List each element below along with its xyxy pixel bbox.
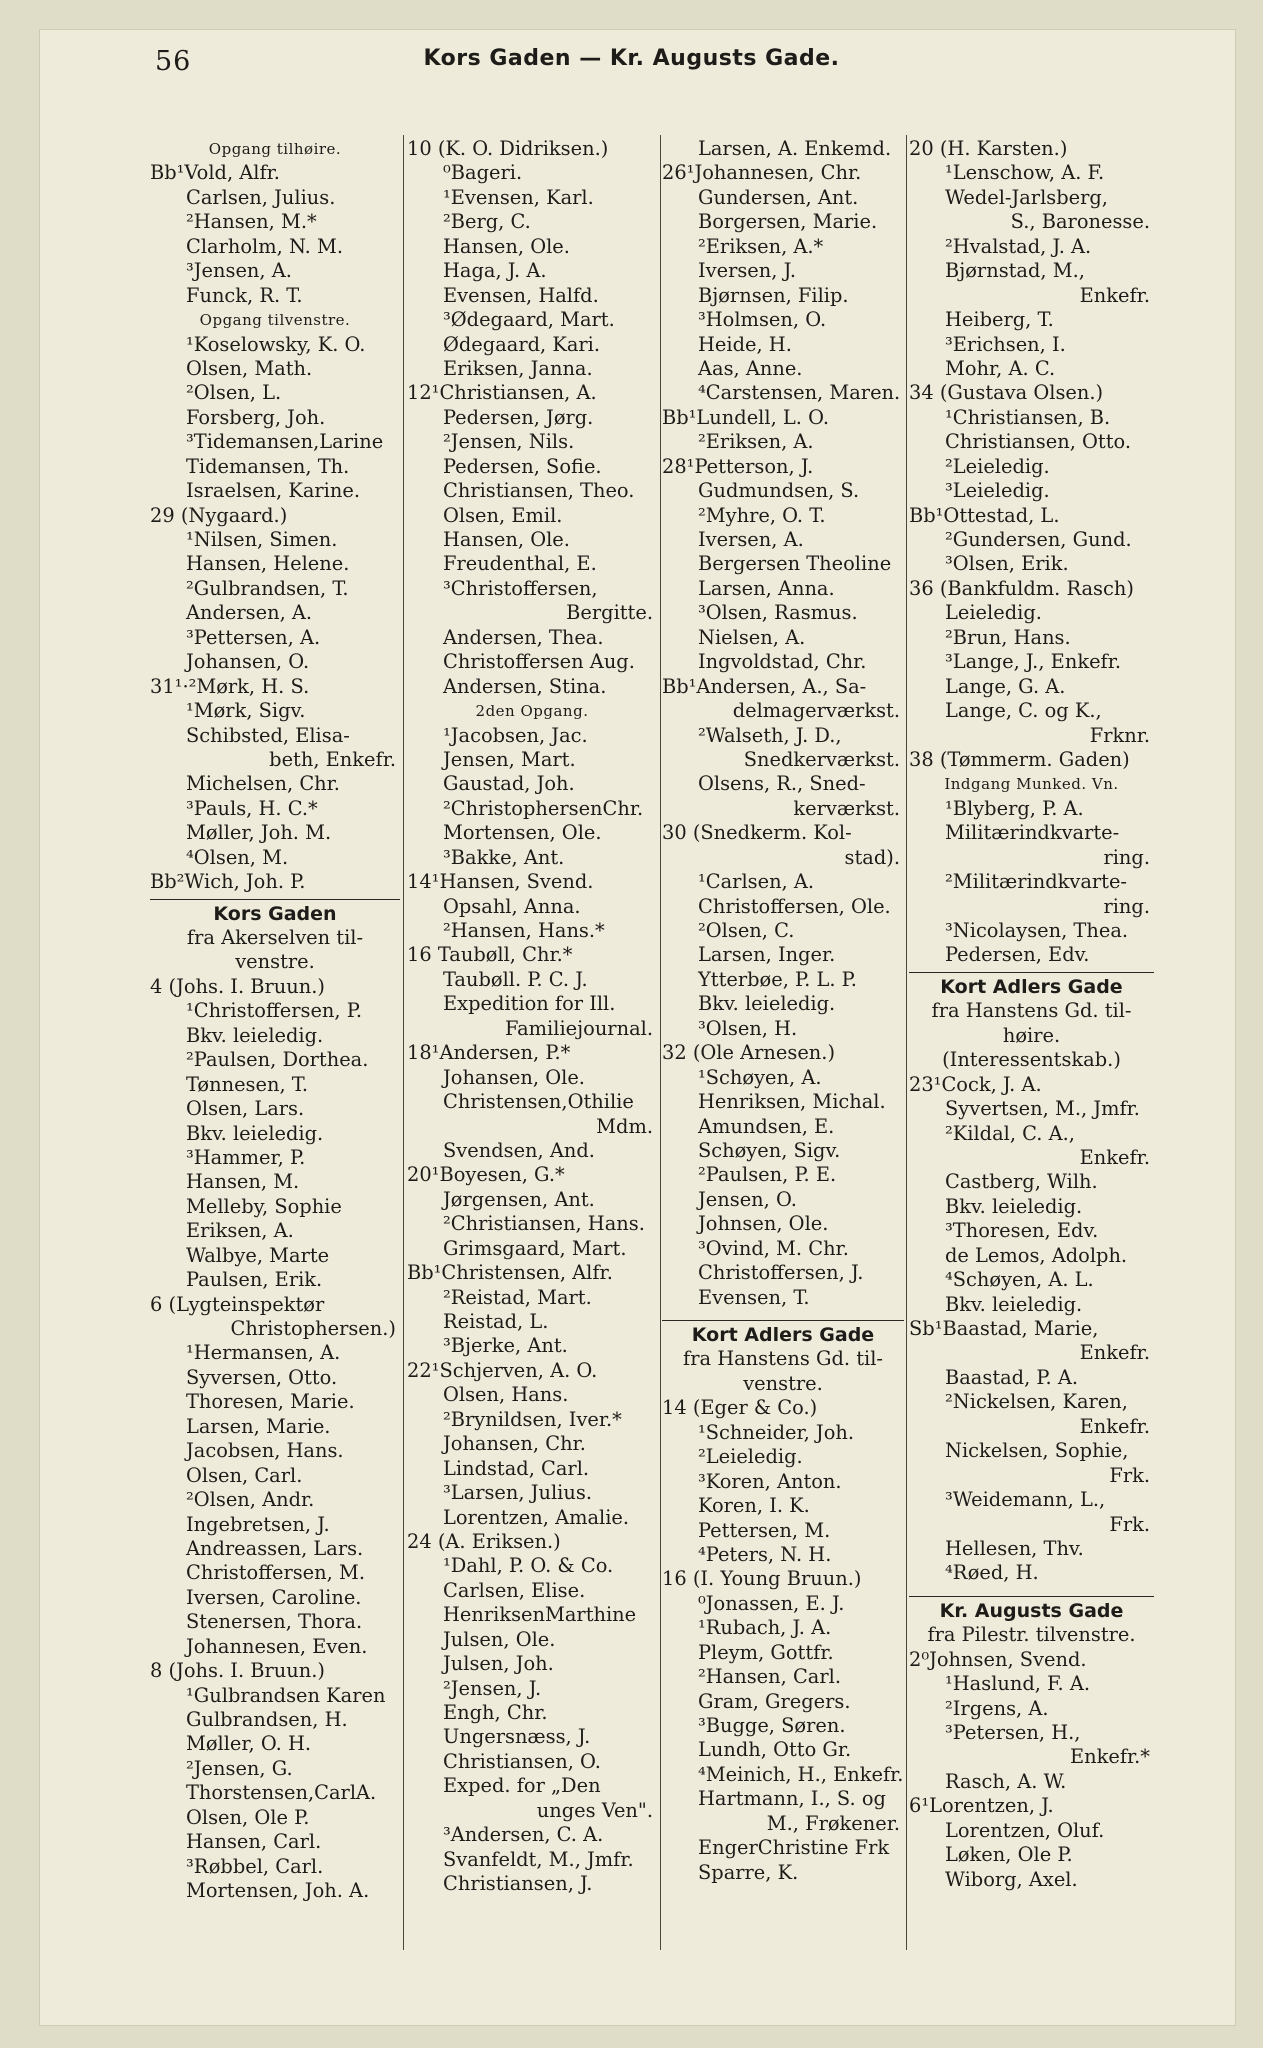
directory-entry: ²Leieledig. <box>945 454 1050 478</box>
entrance-note: Opgang tilhøire. <box>208 140 342 158</box>
directory-entry: ³Olsen, Rasmus. <box>698 601 858 625</box>
directory-entry: ¹Mørk, Sigv. <box>186 699 306 723</box>
directory-entry: Opsahl, Anna. <box>443 894 581 918</box>
directory-entry: Pedersen, Edv. <box>945 943 1090 967</box>
directory-entry: ²Christiansen, Hans. <box>443 1212 645 1236</box>
directory-entry: ²Myhre, O. T. <box>698 503 826 527</box>
directory-entry: Heide, H. <box>698 332 792 356</box>
directory-entry: 34 (Gustava Olsen.) <box>909 381 1104 405</box>
directory-entry: Frknr. <box>1089 723 1150 747</box>
directory-entry: Jørgensen, Ant. <box>443 1187 595 1211</box>
directory-entry: Lundh, Otto Gr. <box>698 1738 852 1762</box>
directory-entry: ⁴Olsen, M. <box>186 845 289 869</box>
directory-entry: Christensen,Othilie <box>443 1090 634 1114</box>
directory-entry: Hansen, Carl. <box>186 1830 322 1854</box>
directory-entry: Nielsen, A. <box>698 625 806 649</box>
directory-entry: ²Eriksen, A. <box>698 430 814 454</box>
street-description: fra Akerselven til- <box>186 926 364 949</box>
directory-entry: Koren, I. K. <box>698 1494 810 1518</box>
directory-entry: ³Pauls, H. C.* <box>186 796 318 820</box>
directory-entry: ³Larsen, Julius. <box>443 1481 592 1505</box>
directory-entry: ²Kildal, C. A., <box>945 1121 1075 1145</box>
directory-entry: Exped. for „Den <box>443 1774 601 1798</box>
directory-entry: Castberg, Wilh. <box>945 1170 1098 1194</box>
directory-entry: 14 (Eger & Co.) <box>662 1396 818 1420</box>
directory-entry: Bkv. leieledig. <box>186 1023 324 1047</box>
directory-entry: Christiansen, J. <box>443 1872 593 1896</box>
directory-entry: Sparre, K. <box>698 1860 799 1884</box>
directory-entry: Reistad, L. <box>443 1310 549 1333</box>
directory-entry: ³Christoffersen, <box>443 576 598 600</box>
directory-entry: 24 (A. Eriksen.) <box>407 1529 561 1553</box>
directory-entry: Iversen, Caroline. <box>186 1585 362 1609</box>
entrance-note: 2den Opgang. <box>475 702 589 721</box>
directory-entry: Frk. <box>1109 1463 1150 1487</box>
directory-entry: ³Olsen, H. <box>698 1016 798 1040</box>
directory-entry: ²Jensen, G. <box>186 1756 293 1780</box>
directory-entry: Svanfeldt, M., Jmfr. <box>443 1847 634 1871</box>
directory-entry: Olsen, Math. <box>186 356 313 380</box>
entrance-note: Indgang Munked. Vn. <box>944 775 1119 794</box>
directory-entry: Bjørnstad, M., <box>945 259 1085 283</box>
directory-entry: M., Frøkener. <box>766 1811 900 1835</box>
directory-entry: Olsen, Carl. <box>186 1463 303 1487</box>
directory-entry: 20¹Boyesen, G.* <box>407 1163 565 1187</box>
directory-entry: ²Walseth, J. D., <box>698 723 842 747</box>
directory-entry: ¹Blyberg, P. A. <box>945 796 1084 820</box>
directory-entry: Ødegaard, Kari. <box>443 332 601 356</box>
directory-entry: Taubøll. P. C. J. <box>443 967 588 991</box>
directory-entry: Mortensen, Ole. <box>443 821 602 845</box>
directory-entry: Hartmann, I., S. og <box>698 1787 886 1811</box>
directory-entry: Bb¹Ottestad, L. <box>909 503 1060 527</box>
street-description: (Interessentskab.) <box>942 1048 1121 1072</box>
directory-entry: Thoresen, Marie. <box>186 1390 355 1414</box>
directory-entry: 36 (Bankfuldm. Rasch) <box>909 576 1134 600</box>
directory-entry: ¹Schøyen, A. <box>698 1065 822 1089</box>
directory-entry: Engh, Chr. <box>443 1701 548 1724</box>
directory-entry: ³Andersen, C. A. <box>443 1823 604 1847</box>
directory-entry: Mdm. <box>596 1114 653 1138</box>
directory-entry: ¹Evensen, Karl. <box>443 185 594 209</box>
directory-entry: ³Bugge, Søren. <box>698 1714 846 1737</box>
directory-entry: Henriksen, Michal. <box>698 1090 886 1114</box>
directory-entry: Larsen, A. Enkemd. <box>698 137 892 160</box>
directory-entry: Baastad, P. A. <box>945 1365 1079 1389</box>
column-3 <box>662 137 904 1967</box>
directory-entry: 8 (Johs. I. Bruun.) <box>150 1659 325 1683</box>
directory-entry: Enkefr. <box>1079 1341 1150 1365</box>
directory-entry: Bkv. leieledig. <box>186 1121 324 1145</box>
directory-entry: ²Hansen, M.* <box>186 210 317 234</box>
directory-entry: Funck, R. T. <box>186 283 303 307</box>
directory-entry: Ungersnæss, J. <box>443 1725 591 1749</box>
directory-entry: ²Gundersen, Gund. <box>945 528 1132 551</box>
directory-entry: 38 (Tømmerm. Gaden) <box>909 747 1130 771</box>
directory-entry: ¹Koselowsky, K. O. <box>186 332 366 356</box>
directory-entry: Christoffersen Aug. <box>443 650 635 674</box>
directory-entry: ring. <box>1103 894 1150 918</box>
directory-entry: ²Brun, Hans. <box>945 625 1071 649</box>
directory-entry: ³Ødegaard, Mart. <box>443 308 615 332</box>
directory-entry: ²Eriksen, A.* <box>698 234 824 258</box>
directory-entry: ²Leieledig. <box>698 1445 803 1469</box>
column-2 <box>407 137 657 1967</box>
column-rule-3 <box>906 135 907 1950</box>
directory-entry: ²Hvalstad, J. A. <box>945 234 1092 258</box>
directory-entry: ²Jensen, Nils. <box>443 430 575 454</box>
street-description: venstre. <box>743 1371 823 1395</box>
directory-entry: Nickelsen, Sophie, <box>945 1439 1129 1463</box>
directory-entry: ⁴Peters, N. H. <box>698 1542 832 1566</box>
street-heading: Kr. Augusts Gade <box>909 1596 1154 1623</box>
directory-entry: Enkefr. <box>1079 283 1150 307</box>
directory-entry: Svendsen, And. <box>443 1138 595 1162</box>
directory-entry: Tidemansen, Th. <box>186 454 350 478</box>
directory-entry: Evensen, Halfd. <box>443 283 599 307</box>
directory-entry: 6 (Lygteinspektør <box>150 1292 325 1316</box>
directory-entry: ²Jensen, J. <box>443 1676 542 1700</box>
directory-entry: Wiborg, Axel. <box>945 1867 1078 1891</box>
directory-entry: 16 (I. Young Bruun.) <box>662 1567 862 1591</box>
directory-entry: ³Leieledig. <box>945 479 1050 503</box>
directory-entry: ²Nickelsen, Karen, <box>945 1390 1128 1414</box>
directory-entry: 22¹Schjerven, A. O. <box>407 1358 598 1382</box>
street-description: fra Hanstens Gd. til- <box>931 999 1132 1023</box>
directory-entry: Militærindkvarte- <box>945 821 1120 845</box>
directory-entry: ²Hansen, Carl. <box>698 1665 842 1689</box>
directory-entry: Eriksen, Janna. <box>443 356 593 380</box>
directory-entry: Eriksen, A. <box>186 1219 294 1243</box>
directory-entry: Tønnesen, T. <box>186 1072 309 1096</box>
directory-entry: Olsen, Lars. <box>186 1097 305 1121</box>
directory-entry: Bjørnsen, Filip. <box>698 283 849 307</box>
directory-entry: Møller, Joh. M. <box>186 821 332 845</box>
directory-entry: ³Nicolaysen, Thea. <box>945 919 1129 942</box>
directory-entry: 30 (Snedkerm. Kol- <box>662 821 852 845</box>
directory-entry: ³Røbbel, Carl. <box>186 1854 324 1878</box>
directory-entry: Enkefr. <box>1079 1145 1150 1169</box>
directory-entry: ¹Hermansen, A. <box>186 1341 341 1365</box>
directory-entry: Christophersen.) <box>230 1317 396 1340</box>
directory-entry: 10 (K. O. Didriksen.) <box>407 137 609 160</box>
directory-entry: ³Koren, Anton. <box>698 1469 842 1493</box>
directory-entry: Israelsen, Karine. <box>186 479 361 503</box>
directory-entry: Johansen, O. <box>186 650 310 674</box>
directory-entry: Johnsen, Ole. <box>698 1212 829 1236</box>
directory-entry: Iversen, J. <box>698 259 797 283</box>
directory-entry: Amundsen, E. <box>698 1114 835 1138</box>
directory-entry: Carlsen, Elise. <box>443 1578 586 1602</box>
directory-entry: ¹Gulbrandsen Karen <box>186 1683 386 1707</box>
directory-entry: Hansen, Ole. <box>443 234 570 258</box>
directory-entry: ¹Christoffersen, P. <box>186 999 363 1023</box>
directory-entry: Lange, C. og K., <box>945 699 1102 723</box>
directory-entry: Johansen, Ole. <box>443 1065 585 1089</box>
directory-entry: ²Irgens, A. <box>945 1696 1049 1720</box>
directory-entry: Bb¹Andersen, A., Sa- <box>662 674 867 698</box>
directory-entry: 14¹Hansen, Svend. <box>407 870 594 894</box>
directory-entry: ¹Haslund, F. A. <box>945 1672 1091 1696</box>
column-4 <box>909 137 1154 1967</box>
directory-entry: 20 (H. Karsten.) <box>909 137 1068 160</box>
directory-entry: Løken, Ole P. <box>945 1843 1073 1867</box>
directory-entry: Olsens, R., Sned- <box>698 772 866 796</box>
directory-entry: Mortensen, Joh. A. <box>186 1879 370 1903</box>
directory-entry: Iversen, A. <box>698 528 804 551</box>
directory-entry: Bb¹Christensen, Alfr. <box>407 1261 613 1285</box>
directory-entry: Christiansen, Otto. <box>945 430 1132 454</box>
directory-entry: Leieledig. <box>945 601 1042 625</box>
directory-entry: ³Holmsen, O. <box>698 308 827 332</box>
directory-entry: ³Erichsen, I. <box>945 332 1066 356</box>
directory-entry: Paulsen, Erik. <box>186 1268 323 1292</box>
directory-entry: Ingvoldstad, Chr. <box>698 650 867 674</box>
directory-entry: S., Baronesse. <box>1010 210 1150 234</box>
directory-entry: Larsen, Inger. <box>698 943 836 967</box>
directory-entry: ³Thoresen, Edv. <box>945 1219 1099 1243</box>
directory-entry: 23¹Cock, J. A. <box>909 1072 1042 1096</box>
directory-entry: ¹Dahl, P. O. & Co. <box>443 1554 614 1578</box>
directory-entry: Pedersen, Sofie. <box>443 454 602 478</box>
directory-entry: ²Berg, C. <box>443 210 531 234</box>
directory-entry: stad). <box>844 845 900 869</box>
directory-entry: Olsen, Hans. <box>443 1383 569 1407</box>
directory-entry: Christoffersen, J. <box>698 1261 864 1285</box>
street-heading: Kort Adlers Gade <box>909 972 1154 999</box>
directory-entry: ⁴Røed, H. <box>945 1561 1039 1585</box>
directory-entry: ³Petersen, H., <box>945 1721 1081 1744</box>
directory-entry: Larsen, Anna. <box>698 576 835 600</box>
directory-entry: Gundersen, Ant. <box>698 185 859 209</box>
directory-entry: Christiansen, O. <box>443 1749 601 1773</box>
directory-entry: Jensen, Mart. <box>443 747 576 771</box>
directory-entry: Hansen, Helene. <box>186 552 350 576</box>
directory-entry: Bergersen Theoline <box>698 552 892 576</box>
directory-entry: ²Brynildsen, Iver.* <box>443 1407 622 1431</box>
directory-entry: Gulbrandsen, H. <box>186 1708 348 1731</box>
directory-entry: Pleym, Gottfr. <box>698 1640 834 1664</box>
street-description: venstre. <box>235 950 315 974</box>
directory-entry: 4 (Johs. I. Bruun.) <box>150 974 325 998</box>
directory-entry: Ytterbøe, P. L. P. <box>698 967 857 991</box>
directory-entry: Jacobsen, Hans. <box>186 1439 344 1463</box>
directory-entry: Pedersen, Jørg. <box>443 405 594 429</box>
directory-entry: Syversen, Otto. <box>186 1365 338 1389</box>
directory-entry: 12¹Christiansen, A. <box>407 381 597 405</box>
directory-entry: Heiberg, T. <box>945 308 1054 332</box>
directory-entry: Lange, G. A. <box>945 674 1066 698</box>
directory-entry: 6¹Lorentzen, J. <box>909 1794 1054 1818</box>
directory-entry: ³Bjerke, Ant. <box>443 1334 568 1358</box>
directory-entry: Freudenthal, E. <box>443 552 597 576</box>
directory-entry: Gaustad, Joh. <box>443 772 575 796</box>
directory-entry: Mohr, A. C. <box>945 356 1056 380</box>
directory-entry: ³Olsen, Erik. <box>945 552 1069 576</box>
directory-entry: 16 Taubøll, Chr.* <box>407 943 573 967</box>
directory-entry: ⁴Meinich, H., Enkefr. <box>698 1762 904 1786</box>
directory-entry: Andersen, A. <box>186 601 313 625</box>
directory-entry: Christoffersen, Ole. <box>698 894 891 918</box>
directory-entry: 18¹Andersen, P.* <box>407 1041 571 1065</box>
directory-entry: Schibsted, Elisa- <box>186 723 350 747</box>
directory-entry: 32 (Ole Arnesen.) <box>662 1041 836 1065</box>
directory-entry: ⁰Bageri. <box>443 161 523 185</box>
directory-entry: ¹Rubach, J. A. <box>698 1616 832 1640</box>
directory-entry: Forsberg, Joh. <box>186 405 326 429</box>
directory-entry: Bb¹Lundell, L. O. <box>662 405 830 429</box>
directory-entry: Frk. <box>1109 1512 1150 1536</box>
directory-entry: Larsen, Marie. <box>186 1414 331 1438</box>
directory-entry: Expedition for Ill. <box>443 992 616 1016</box>
column-1 <box>150 137 400 1967</box>
directory-entry: ²Paulsen, P. E. <box>698 1163 837 1187</box>
directory-entry: Bb¹Vold, Alfr. <box>150 161 280 185</box>
directory-entry: ³Weidemann, L., <box>945 1488 1106 1512</box>
directory-entry: 2⁰Johnsen, Svend. <box>909 1647 1087 1671</box>
directory-entry: de Lemos, Adolph. <box>945 1243 1128 1267</box>
directory-entry: ¹Jacobsen, Jac. <box>443 723 588 747</box>
directory-entry: Bkv. leieledig. <box>945 1194 1083 1218</box>
directory-entry: Grimsgaard, Mart. <box>443 1236 627 1260</box>
street-heading: Kors Gaden <box>150 899 400 926</box>
directory-entry: ring. <box>1103 845 1150 869</box>
column-rule-1 <box>403 135 404 1950</box>
directory-entry: Andreassen, Lars. <box>186 1536 364 1560</box>
directory-entry: ³Pettersen, A. <box>186 625 321 649</box>
directory-entry: EngerChristine Frk <box>698 1836 890 1860</box>
street-description: fra Hanstens Gd. til- <box>683 1347 883 1371</box>
directory-entry: unges Ven". <box>536 1798 653 1822</box>
entrance-note: Opgang tilvenstre. <box>199 311 351 330</box>
directory-entry: Carlsen, Julius. <box>186 185 336 209</box>
directory-entry: ¹Lenschow, A. F. <box>945 161 1105 185</box>
directory-entry: ²Olsen, Andr. <box>186 1488 315 1512</box>
directory-entry: Andersen, Stina. <box>443 674 607 698</box>
street-description: fra Pilestr. tilvenstre. <box>927 1623 1136 1647</box>
directory-entry: Olsen, Ole P. <box>186 1805 310 1829</box>
directory-entry: ²Reistad, Mart. <box>443 1285 592 1309</box>
directory-entry: Clarholm, N. M. <box>186 234 344 258</box>
directory-entry: Syvertsen, M., Jmfr. <box>945 1097 1140 1121</box>
directory-entry: Hansen, M. <box>186 1170 300 1194</box>
directory-entry: Gram, Gregers. <box>698 1689 851 1713</box>
directory-entry: Johansen, Chr. <box>443 1432 586 1456</box>
directory-entry: Ingebretsen, J. <box>186 1512 330 1536</box>
directory-entry: Pettersen, M. <box>698 1518 831 1542</box>
directory-entry: ²Olsen, L. <box>186 381 282 405</box>
directory-entry: Bergitte. <box>566 601 653 625</box>
directory-entry: Julsen, Ole. <box>443 1627 556 1651</box>
directory-entry: ³Bakke, Ant. <box>443 845 565 869</box>
directory-entry: Bb²Wich, Joh. P. <box>150 870 306 894</box>
directory-entry: ¹Christiansen, B. <box>945 405 1111 429</box>
directory-entry: Olsen, Emil. <box>443 503 563 527</box>
running-head: Kors Gaden — Kr. Augusts Gade. <box>423 46 840 71</box>
directory-entry: ²Militærindkvarte- <box>945 870 1127 894</box>
directory-entry: Lorentzen, Amalie. <box>443 1505 630 1529</box>
directory-entry: Julsen, Joh. <box>443 1652 554 1676</box>
street-heading: Kort Adlers Gade <box>662 1320 904 1347</box>
directory-entry: ¹Carlsen, A. <box>698 870 815 894</box>
directory-entry: ¹Nilsen, Simen. <box>186 528 338 551</box>
directory-entry: 26¹Johannesen, Chr. <box>662 161 862 185</box>
directory-entry: 29 (Nygaard.) <box>150 503 288 527</box>
page-number: 56 <box>155 46 192 77</box>
directory-entry: Gudmundsen, S. <box>698 479 860 503</box>
directory-entry: ³Tidemansen,Larine <box>186 430 384 454</box>
directory-entry: ²Gulbrandsen, T. <box>186 576 349 600</box>
directory-entry: delmagerværkst. <box>732 699 900 723</box>
directory-entry: ²ChristophersenChr. <box>443 796 644 820</box>
directory-entry: Wedel-Jarlsberg, <box>945 185 1108 209</box>
directory-entry: Evensen, T. <box>698 1285 810 1309</box>
directory-entry: Thorstensen,CarlA. <box>186 1781 377 1805</box>
directory-entry: Jensen, O. <box>698 1187 797 1211</box>
column-rule-2 <box>660 135 661 1950</box>
directory-entry: ⁴Schøyen, A. L. <box>945 1268 1094 1292</box>
directory-entry: Schøyen, Sigv. <box>698 1138 841 1162</box>
directory-entry: Bkv. leieledig. <box>698 992 836 1016</box>
directory-entry: Enkefr. <box>1079 1414 1150 1438</box>
directory-entry: ²Paulsen, Dorthea. <box>186 1048 369 1072</box>
directory-entry: Lorentzen, Oluf. <box>945 1818 1105 1842</box>
directory-entry: 28¹Petterson, J. <box>662 454 814 478</box>
directory-entry: Johannesen, Even. <box>186 1634 368 1658</box>
directory-entry: Haga, J. A. <box>443 259 547 283</box>
directory-entry: beth, Enkefr. <box>269 747 396 771</box>
directory-entry: ³Hammer, P. <box>186 1145 306 1169</box>
directory-entry: Rasch, A. W. <box>945 1769 1067 1793</box>
directory-entry: ¹Schneider, Joh. <box>698 1420 855 1444</box>
directory-entry: Hellesen, Thv. <box>945 1536 1084 1560</box>
directory-entry: Sb¹Baastad, Marie, <box>909 1317 1099 1340</box>
directory-entry: Michelsen, Chr. <box>186 772 340 796</box>
directory-entry: ³Jensen, A. <box>186 259 292 283</box>
directory-entry: ²Hansen, Hans.* <box>443 919 605 942</box>
directory-entry: kerværkst. <box>793 796 900 820</box>
directory-entry: Lindstad, Carl. <box>443 1456 590 1480</box>
directory-entry: Hansen, Ole. <box>443 528 570 551</box>
directory-entry: Enkefr.* <box>1069 1745 1150 1769</box>
directory-entry: Melleby, Sophie <box>186 1194 342 1218</box>
directory-entry: Møller, O. H. <box>186 1732 312 1756</box>
directory-entry: Borgersen, Marie. <box>698 210 878 234</box>
directory-entry: Christiansen, Theo. <box>443 479 635 503</box>
directory-entry: Familiejournal. <box>504 1016 653 1040</box>
directory-entry: Christoffersen, M. <box>186 1561 365 1585</box>
directory-entry: Andersen, Thea. <box>443 625 604 649</box>
directory-entry: ⁴Carstensen, Maren. <box>698 381 901 405</box>
directory-entry: Stenersen, Thora. <box>186 1610 363 1634</box>
directory-entry: ²Olsen, C. <box>698 919 795 942</box>
directory-entry: 31¹·²Mørk, H. S. <box>150 674 310 698</box>
directory-entry: Walbye, Marte <box>186 1243 330 1267</box>
street-description: høire. <box>1002 1023 1061 1047</box>
directory-entry: ³Ovind, M. Chr. <box>698 1236 849 1260</box>
directory-entry: Snedkerværkst. <box>743 747 900 771</box>
directory-entry: Bkv. leieledig. <box>945 1292 1083 1316</box>
directory-entry: ⁰Jonassen, E. J. <box>698 1591 845 1615</box>
directory-entry: Aas, Anne. <box>698 356 803 380</box>
directory-entry: ³Lange, J., Enkefr. <box>945 650 1122 674</box>
directory-entry: HenriksenMarthine <box>443 1603 637 1627</box>
